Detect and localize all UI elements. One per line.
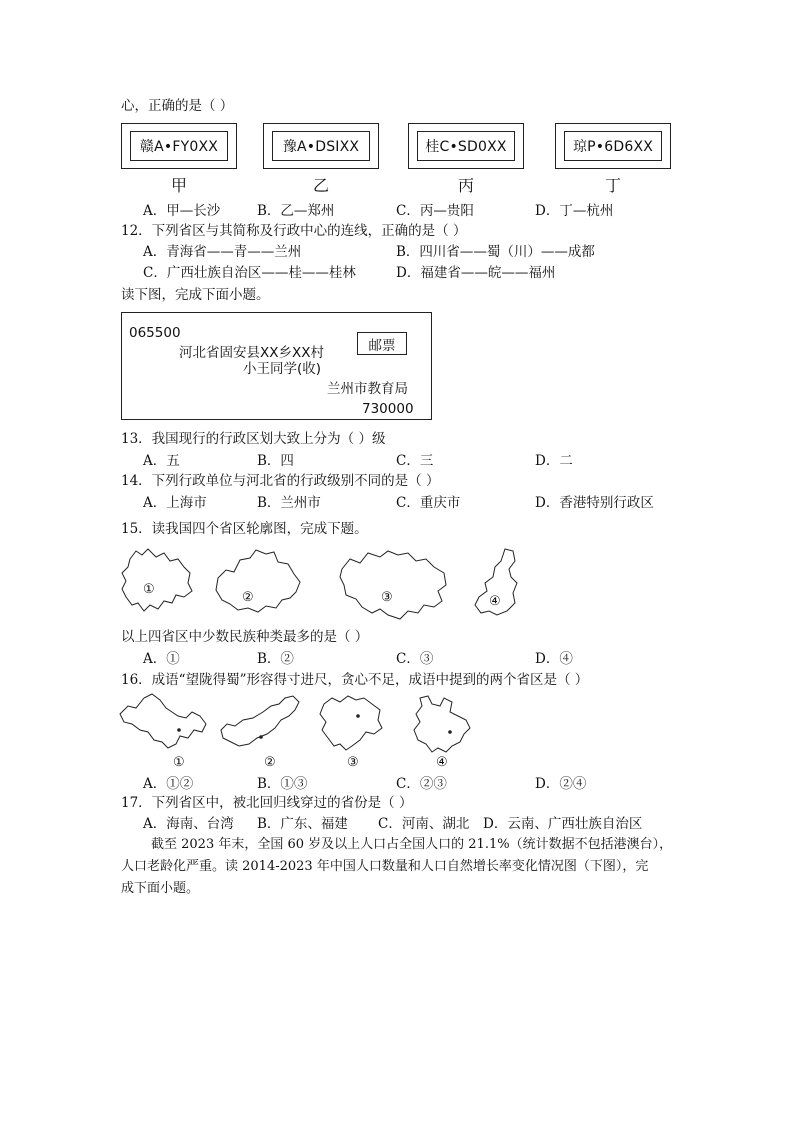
option-b[interactable]: B．乙—郑州: [257, 203, 335, 219]
province-outline-2: [212, 548, 304, 614]
map-label-3: ③: [347, 755, 359, 770]
option-a[interactable]: A．上海市: [143, 495, 207, 511]
population-intro-line3: 成下面小题。: [121, 881, 200, 896]
province-outline-inner-mongolia: [219, 694, 301, 750]
province-outline-yunnan: [410, 694, 472, 754]
q11-stem-tail: 心，正确的是（ ）: [121, 98, 234, 114]
province-outline-gansu: [118, 690, 210, 752]
option-d[interactable]: D．丁—杭州: [535, 203, 614, 219]
q14-stem: 14．下列行政单位与河北省的行政级别不同的是（ ）: [121, 473, 440, 489]
envelope-address: 河北省固安县XX乡XX村: [179, 345, 324, 361]
envelope-postcode-from: 065500: [129, 325, 181, 341]
q12-stem: 12．下列省区与其简称及行政中心的连线，正确的是（ ）: [121, 223, 467, 239]
license-plate-bing: [408, 123, 524, 169]
option-a[interactable]: A．①: [143, 651, 180, 667]
plate-label: 乙: [312, 176, 329, 195]
license-plate-ding: [555, 123, 671, 169]
plate-text: 豫A•DSIXX: [272, 131, 370, 161]
option-d[interactable]: D．④: [535, 651, 573, 667]
envelope-recipient: 小王同学(收): [243, 361, 322, 377]
option-a[interactable]: A．五: [143, 453, 180, 469]
province-outline-1: [118, 545, 198, 613]
envelope-intro: 读下图，完成下面小题。: [121, 287, 270, 303]
option-b[interactable]: B．①③: [257, 776, 308, 792]
plate-label: 丁: [604, 176, 621, 195]
envelope-sender: 兰州市教育局: [327, 381, 408, 397]
province-outline-3: [338, 547, 450, 621]
map-label-3: ③: [381, 590, 393, 605]
option-b[interactable]: B．四川省——蜀（川）——成都: [396, 244, 595, 260]
option-a[interactable]: A．海南、台湾: [143, 816, 234, 832]
option-b[interactable]: B．四: [257, 453, 294, 469]
option-c[interactable]: C．广西壮族自治区——桂——桂林: [143, 265, 356, 281]
stamp-box: 邮票: [357, 332, 407, 355]
option-a[interactable]: A．甲—长沙: [143, 203, 221, 219]
q13-stem: 13．我国现行的行政区划大致上分为（ ）级: [121, 431, 386, 447]
plate-label: 丙: [457, 176, 474, 195]
option-d[interactable]: D．二: [535, 453, 573, 469]
option-b[interactable]: B．广东、福建: [257, 816, 348, 832]
option-d[interactable]: D．香港特别行政区: [535, 495, 654, 511]
map-label-1: ①: [143, 582, 155, 597]
q15-stem: 15．读我国四个省区轮廓图，完成下题。: [121, 521, 368, 537]
plate-text: 桂C•SD0XX: [417, 131, 515, 161]
option-c[interactable]: C．②③: [396, 776, 447, 792]
map-label-1: ①: [173, 755, 185, 770]
plate-text: 赣A•FY0XX: [130, 131, 228, 161]
envelope-postcode-sender: 730000: [362, 401, 414, 417]
option-c[interactable]: C．三: [396, 453, 434, 469]
option-c[interactable]: C．丙—贵阳: [396, 203, 474, 219]
map-label-4: ④: [436, 755, 448, 770]
license-plate-jia: [121, 123, 237, 169]
envelope: [121, 312, 432, 420]
option-d[interactable]: D．福建省——皖——福州: [396, 265, 556, 281]
population-intro-line2: 人口老龄化严重。读 2014-2023 年中国人口数量和人口自然增长率变化情况图（下图），完: [121, 859, 649, 874]
option-c[interactable]: C．河南、湖北: [378, 816, 470, 832]
option-b[interactable]: B．兰州市: [257, 495, 321, 511]
option-b[interactable]: B．②: [257, 651, 294, 667]
option-c[interactable]: C．③: [396, 651, 434, 667]
plate-label: 甲: [170, 176, 187, 195]
q15-question: 以上四省区中少数民族种类最多的是（ ）: [121, 629, 369, 645]
province-outline-sichuan: [318, 694, 384, 752]
option-d[interactable]: D．云南、广西壮族自治区: [483, 816, 643, 832]
option-c[interactable]: C．重庆市: [396, 495, 461, 511]
option-d[interactable]: D．②④: [535, 776, 587, 792]
map-label-2: ②: [264, 755, 276, 770]
population-intro-line1: 截至 2023 年末，全国 60 岁及以上人口占全国人口的 21.1%（统计数据不包括港澳台），: [151, 837, 673, 852]
map-label-4: ④: [489, 594, 501, 609]
option-a[interactable]: A．①②: [143, 776, 194, 792]
plate-text: 琼P•6D6XX: [564, 131, 662, 161]
map-label-2: ②: [242, 590, 254, 605]
q16-stem: 16．成语“望陇得蜀”形容得寸进尺，贪心不足，成语中提到的两个省区是（ ）: [121, 672, 589, 688]
license-plate-yi: [263, 123, 379, 169]
option-a[interactable]: A．青海省——青——兰州: [143, 244, 302, 260]
q17-stem: 17．下列省区中，被北回归线穿过的省份是（ ）: [121, 795, 413, 811]
